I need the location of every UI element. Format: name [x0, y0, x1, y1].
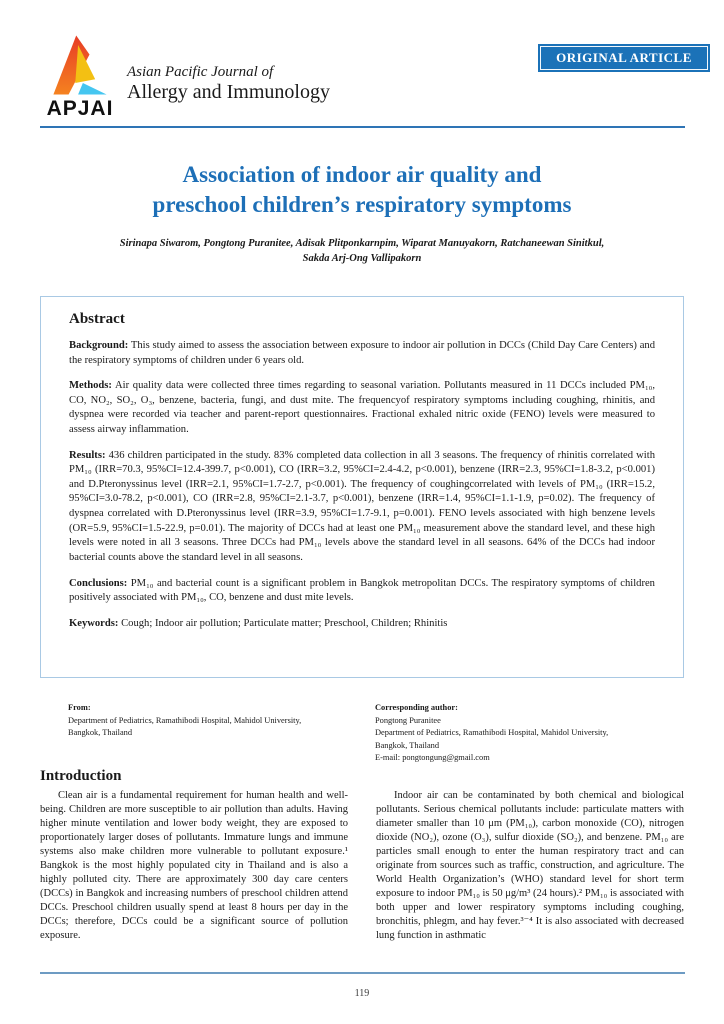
abstract-background-paragraph [69, 339, 655, 368]
abstract-keywords-text: Cough; Indoor air pollution; Particulate matter; Preschool, Children; Rhinitis [121, 617, 448, 629]
abstract-box [40, 296, 684, 678]
abstract-results-paragraph [69, 449, 655, 566]
corresponding-author-name: Pongtong Puranitee [375, 715, 441, 725]
introduction-paragraph-left: Clean air is a fundamental requirement for human health and well-being. Children are more susceptible to air pollution than adults. Having higher minute ventilation and lower body weight, they are exposed to proportionately larger doses of pollutants. Immature lungs and immune systems also make children more vulnerable to pollutant exposure.¹ Bangkok is the most highly populated city in Thailand and is also a highly polluted city. There are approximately 300 day care centers (DCCs) in Bangkok and increasing numbers of preschool children attend DCCs. Preschool children usually spend at least 8 hours per day in the DCCs; therefore, DCCs could be a significant source of pollution exposure. [40, 790, 348, 941]
authors-line2: Sakda Arj-Ong Vallipakorn [302, 253, 422, 264]
abstract-methods-paragraph [69, 379, 655, 437]
corresponding-author-label: Corresponding author: [375, 703, 458, 712]
abstract-conclusions-text: PM₁₀ and bacterial count is a significant problem in Bangkok metropolitan DCCs. The respiratory symptoms of children positively associated with PM₁₀, CO, benzene and dust mite levels. [69, 577, 655, 604]
logo-acronym: APJAI [46, 97, 114, 120]
header-divider-rule [40, 126, 685, 128]
article-type-badge [538, 44, 710, 72]
abstract-results-label: Results: [69, 449, 106, 461]
abstract-keywords-paragraph [69, 617, 655, 632]
abstract-results-text: 436 children participated in the study. 83% completed data collection in all 3 seasons. The frequency of rhinitis correlated with PM₁₀ (IRR=70.3, 95%CI=12.4-399.7, p<0.001), CO (IRR=3.2, 95%CI=2.4-4.2, p<0.001), benzene (IRR=2.3, 95%CI=1.8-3.2, p<0.001) and D.Pteronyssinus level (IRR=2.1, 95%CI=1.7-2.7, p<0.001). The frequency of coughingcorrelated with levels of PM₁₀ (IRR=15.2, 95%CI=3.0-78.2, p<0.001), CO (IRR=2.8, 95%CI=2.1-3.7, p<0.001), benzene (IRR=1.4, 95%CI=1.1-1.9, p=0.02). The frequency of dyspnea correlated with D.Pteronyssinus level (IRR=3.9, 95%CI=1.7-9.1, p=0.001). FENO levels associated with high benzene levels (OR=5.9, 95%CI=1.5-22.9, p=0.01). The majority of DCCs had at least one PM₁₀ measurement above the standard level, and these high levels were noted in all 3 seasons. Three DCCs had PM₁₀ levels above the standard level in all seasons. 64% of the DCCs had indoor bacterial counts above the standard level in all seasons. [69, 449, 655, 563]
apjai-logo-icon [42, 33, 118, 97]
journal-name-line1: Asian Pacific Journal of [127, 64, 274, 80]
footer-divider-rule [40, 972, 685, 974]
corresponding-author-email: E-mail: pongtongung@gmail.com [375, 753, 490, 763]
from-line: Department of Pediatrics, Ramathibodi Hospital, Mahidol University, [68, 715, 302, 725]
introduction-column-left [40, 789, 348, 942]
article-title-line1: Association of indoor air quality and [182, 162, 542, 187]
from-line: Bangkok, Thailand [68, 728, 133, 738]
abstract-background-label: Background: [69, 340, 129, 351]
abstract-background-text: This study aimed to assess the association between exposure to indoor air pollution in DCCs (Child Day Care Centers) and the respiratory symptoms of children under 6 years old. [69, 340, 655, 366]
from-affiliation-block [68, 702, 348, 740]
journal-name [127, 64, 330, 104]
article-title-line2: preschool children’s respiratory symptoms [152, 192, 572, 217]
corresponding-author-line: Bangkok, Thailand [375, 740, 440, 750]
from-label: From: [68, 703, 91, 712]
abstract-conclusions-paragraph [69, 577, 655, 606]
introduction-paragraph-right: Indoor air can be contaminated by both chemical and biological pollutants. Serious chemical pollutants include: particulate matters with diameter smaller than 10 μm (PM₁₀), carbon monoxide (CO), nitrogen dioxide (NO₂), ozone (O₃), sulfur dioxide (SO₂), and benzene. PM₁₀ are particles small enough to enter the human respiratory tract and can originate from sources such as traffic, construction, and agriculture. The World Health Organization’s (WHO) standard level for short term exposure to indoor PM₁₀ is 50 μg/m³ (24 hours).² PM₁₀ is associated with both upper and lower respiratory symptoms including coughing, bronchitis, phlegm, and hay fever.³⁻⁴ It is also associated with decreased lung function in asthmatic [376, 790, 685, 941]
corresponding-author-block [375, 702, 675, 765]
journal-name-line2: Allergy and Immunology [127, 81, 330, 104]
corresponding-author-line: Department of Pediatrics, Ramathibodi Hospital, Mahidol University, [375, 728, 609, 738]
abstract-heading: Abstract [69, 311, 125, 327]
abstract-keywords-label: Keywords: [69, 617, 119, 629]
article-type-badge-label: ORIGINAL ARTICLE [556, 50, 692, 65]
authors-line1: Sirinapa Siwarom, Pongtong Puranitee, Adisak Plitponkarnpim, Wiparat Manuyakorn, Ratchaneewan Sinitkul, [119, 238, 605, 249]
introduction-column-right [376, 789, 684, 942]
abstract-methods-label: Methods: [69, 380, 112, 392]
introduction-heading: Introduction [40, 768, 122, 784]
abstract-methods-text: Air quality data were collected three times regarding to seasonal variation. Pollutants measured in 11 DCCs included PM₁₀, CO, NO₂, SO₂, O₃, benzene, bacteria, fungi, and dust mite. The frequencyof respiratory symptoms including coughing, rhinitis, and dyspnea were recorded via teacher and parent-report questionnaires. Fractional exhaled nitric oxide (FENO) levels were measured to assess airway inflammation. [69, 380, 655, 436]
abstract-conclusions-label: Conclusions: [69, 577, 128, 589]
page-number: 119 [354, 988, 370, 999]
